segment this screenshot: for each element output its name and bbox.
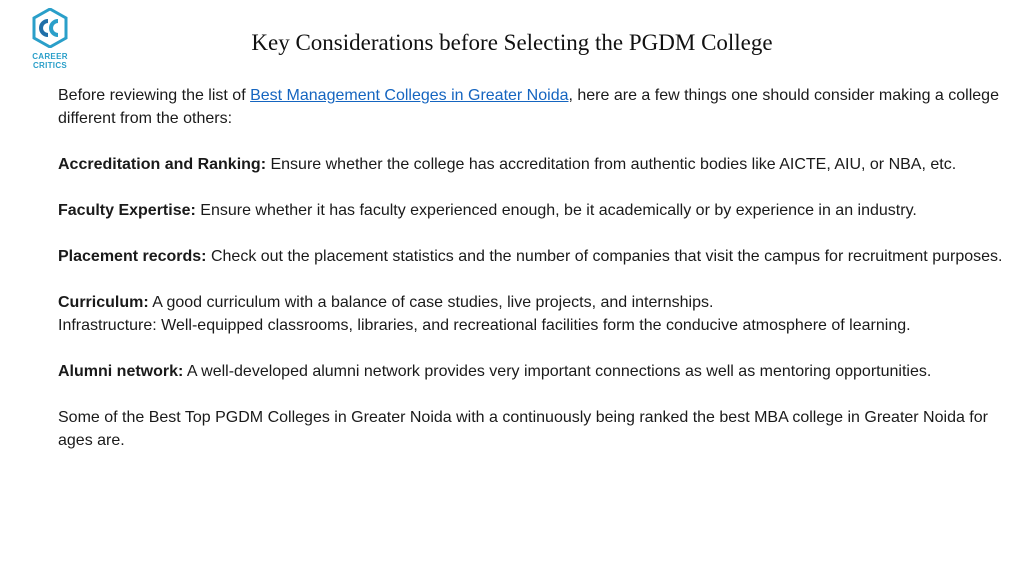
placement-label: Placement records: [58,248,207,265]
best-management-colleges-link[interactable]: Best Management Colleges in Greater Noida [250,87,569,104]
infrastructure-paragraph: Infrastructure: Well-equipped classrooms, libraries, and recreational facilities form the conducive atmosphere of learning. [58,317,911,334]
logo-text: CAREER CRITICS [32,52,68,70]
accreditation-label: Accreditation and Ranking: [58,156,267,173]
faculty-paragraph [58,199,1008,222]
faculty-text: Ensure whether it has faculty experienced enough, be it academically or by experience in an industry. [195,202,917,219]
curriculum-label: Curriculum: [58,294,149,311]
placement-paragraph [58,245,1008,268]
alumni-paragraph [58,360,1008,383]
accreditation-paragraph [58,153,1008,176]
intro-after: , here are a few things one should consider making a college different from the others: [58,87,999,127]
page-title: Key Considerations before Selecting the PGDM College [251,30,773,55]
accreditation-text: Ensure whether the college has accreditation from authentic bodies like AICTE, AIU, or NBA, etc. [266,156,957,173]
closing-paragraph: Some of the Best Top PGDM Colleges in Greater Noida with a continuously being ranked the best MBA college in Greater Noida for ages are. [58,409,988,449]
alumni-text: A well-developed alumni network provides very important connections as well as mentoring opportunities. [183,363,932,380]
faculty-label: Faculty Expertise: [58,202,196,219]
intro-paragraph [58,84,1008,130]
curriculum-text: A good curriculum with a balance of case studies, live projects, and internships. [148,294,714,311]
curriculum-paragraph [58,291,1008,314]
alumni-label: Alumni network: [58,363,184,380]
article-body [58,84,1008,475]
intro-before: Before reviewing the list of [58,87,251,104]
placement-text: Check out the placement statistics and the number of companies that visit the campus for recruitment purposes. [206,248,1003,265]
